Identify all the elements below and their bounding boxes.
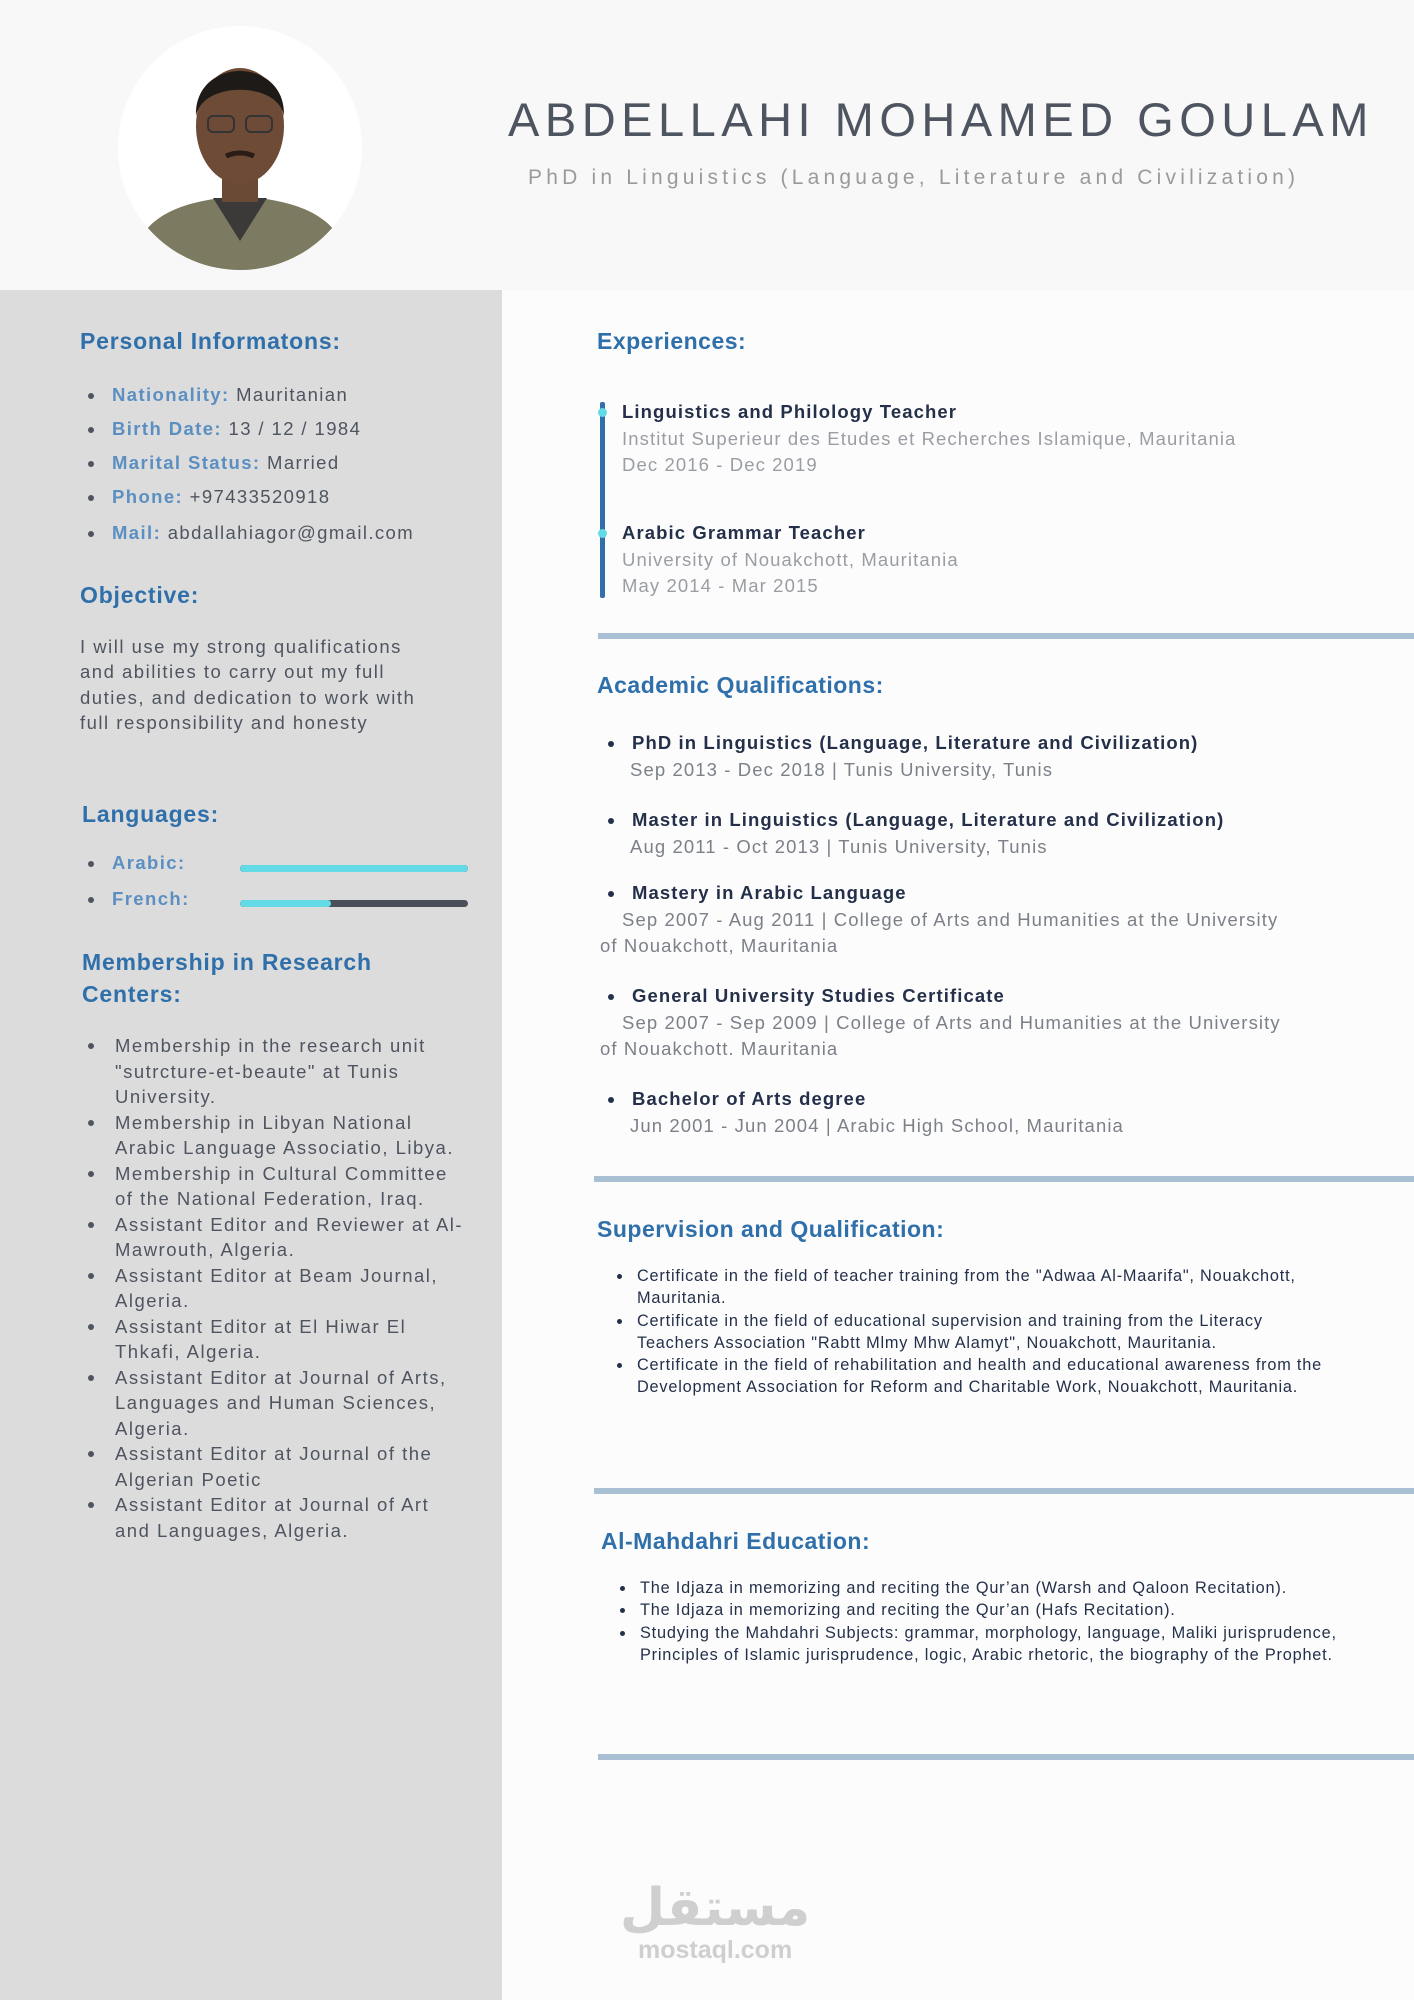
degree-detail: Sep 2013 - Dec 2018 | Tunis University, Tunis — [630, 758, 1054, 780]
profile-photo — [118, 26, 362, 270]
job-org: Institut Superieur des Etudes et Recherches Islamique, Mauritania — [622, 427, 1237, 449]
timeline-dot — [598, 408, 607, 417]
label: Nationality: — [112, 384, 230, 405]
language-arabic — [88, 852, 186, 874]
academic-item — [608, 1086, 1408, 1139]
watermark-arabic: مستقل — [620, 1878, 811, 1938]
value: Married — [267, 452, 340, 473]
value: +97433520918 — [189, 486, 331, 507]
label: Marital Status: — [112, 452, 261, 473]
degree-title: PhD in Linguistics (Language, Literature and Civilization) — [608, 730, 1408, 757]
list-item: Assistant Editor at Journal of the Algerian Poetic — [88, 1441, 468, 1492]
value: 13 / 12 / 1984 — [228, 418, 362, 439]
section-divider — [594, 1176, 1414, 1182]
watermark-logo — [620, 1880, 810, 1965]
supervision-heading: Supervision and Qualification: — [597, 1216, 945, 1242]
job-title: Linguistics and Philology Teacher — [622, 401, 958, 422]
candidate-name: ABDELLAHI MOHAMED GOULAM — [508, 93, 1374, 146]
degree-detail: Jun 2001 - Jun 2004 | Arabic High School, Mauritania — [630, 1114, 1124, 1136]
list-item: The Idjaza in memorizing and reciting the Qur’an (Warsh and Qaloon Recitation). — [620, 1577, 1360, 1599]
degree-title: Bachelor of Arts degree — [608, 1086, 1408, 1113]
languages-heading: Languages: — [82, 801, 220, 827]
academic-item — [600, 983, 1298, 1063]
list-item: Membership in the research unit "sutrcture-et-beaute" at Tunis University. — [88, 1033, 468, 1110]
language-arabic-bar — [240, 865, 468, 872]
list-item: Assistant Editor at Beam Journal, Algeria. — [88, 1263, 468, 1314]
label: French: — [112, 888, 190, 909]
language-french — [88, 888, 190, 910]
personal-item-birth-date — [88, 418, 361, 440]
list-item: Membership in Cultural Committee of the National Federation, Iraq. — [88, 1161, 468, 1212]
list-item: Assistant Editor at Journal of Arts, Languages and Human Sciences, Algeria. — [88, 1365, 468, 1442]
degree-title: Master in Linguistics (Language, Literature and Civilization) — [608, 807, 1408, 834]
academic-item — [600, 880, 1298, 960]
value: abdallahiagor@gmail.com — [167, 522, 415, 543]
section-divider — [594, 1488, 1414, 1494]
label: Arabic: — [112, 852, 186, 873]
list-item: Certificate in the field of educational supervision and training from the Literacy Teachers Association "Rabtt Mlmy Mhw Alamyt", Nouakchott, Mauritania. — [617, 1310, 1337, 1355]
degree-title: Mastery in Arabic Language — [608, 880, 1298, 907]
academic-heading: Academic Qualifications: — [597, 672, 884, 698]
experience-item — [622, 399, 1236, 479]
academic-item — [608, 730, 1408, 783]
mahdahri-heading: Al-Mahdahri Education: — [601, 1528, 871, 1554]
label: Mail: — [112, 522, 162, 543]
header — [0, 0, 1414, 290]
job-dates: Dec 2016 - Dec 2019 — [622, 454, 818, 475]
list-item: Assistant Editor at El Hiwar El Thkafi, Algeria. — [88, 1314, 468, 1365]
label: Phone: — [112, 486, 184, 507]
experience-item — [622, 520, 959, 600]
list-item: The Idjaza in memorizing and reciting the Qur’an (Hafs Recitation). — [620, 1599, 1360, 1621]
list-item: Certificate in the field of teacher training from the "Adwaa Al-Maarifa", Nouakchott, Mauritania. — [617, 1265, 1337, 1310]
list-item: Certificate in the field of rehabilitation and health and educational awareness from the Development Association for Reform and Charitable Work, Nouakchott, Mauritania. — [617, 1354, 1337, 1399]
supervision-list — [617, 1265, 1337, 1399]
degree-detail: Sep 2007 - Sep 2009 | College of Arts and Humanities at the University of Nouakchott. Mauritania — [600, 1011, 1281, 1059]
membership-list — [88, 1033, 468, 1543]
candidate-title: PhD in Linguistics (Language, Literature and Civilization) — [528, 166, 1300, 189]
personal-info-heading: Personal Informatons: — [80, 328, 341, 354]
degree-detail: Sep 2007 - Aug 2011 | College of Arts and Humanities at the University of Nouakchott, Mauritania — [600, 908, 1279, 956]
section-divider — [598, 633, 1414, 639]
list-item: Assistant Editor and Reviewer at Al-Mawrouth, Algeria. — [88, 1212, 468, 1263]
list-item: Studying the Mahdahri Subjects: grammar, morphology, language, Maliki jurisprudence, Principles of Islamic jurisprudence, logic, Arabic rhetoric, the biography of the Prophet. — [620, 1622, 1360, 1667]
objective-heading: Objective: — [80, 582, 200, 608]
membership-heading: Membership in Research Centers: — [82, 949, 372, 1007]
timeline-dot — [598, 529, 607, 538]
degree-detail: Aug 2011 - Oct 2013 | Tunis University, Tunis — [630, 835, 1048, 857]
personal-item-nationality — [88, 384, 348, 406]
experiences-heading: Experiences: — [597, 328, 747, 354]
timeline-line — [600, 402, 605, 598]
objective-text: I will use my strong qualifications and abilities to carry out my full duties, and dedication to work with full responsibility and honesty — [80, 636, 416, 733]
personal-item-mail — [88, 522, 414, 544]
language-french-bar — [240, 900, 468, 907]
degree-title: General University Studies Certificate — [608, 983, 1298, 1010]
list-item: Assistant Editor at Journal of Art and Languages, Algeria. — [88, 1492, 468, 1543]
personal-item-marital-status — [88, 452, 340, 474]
job-org: University of Nouakchott, Mauritania — [622, 548, 959, 570]
academic-item — [608, 807, 1408, 860]
list-item: Membership in Libyan National Arabic Language Associatio, Libya. — [88, 1110, 468, 1161]
label: Birth Date: — [112, 418, 222, 439]
personal-item-phone — [88, 486, 330, 508]
value: Mauritanian — [236, 384, 349, 405]
mahdahri-list — [620, 1577, 1360, 1666]
watermark-latin: mostaql.com — [637, 1936, 793, 1964]
job-dates: May 2014 - Mar 2015 — [622, 575, 819, 596]
section-divider — [598, 1754, 1414, 1760]
job-title: Arabic Grammar Teacher — [622, 522, 866, 543]
